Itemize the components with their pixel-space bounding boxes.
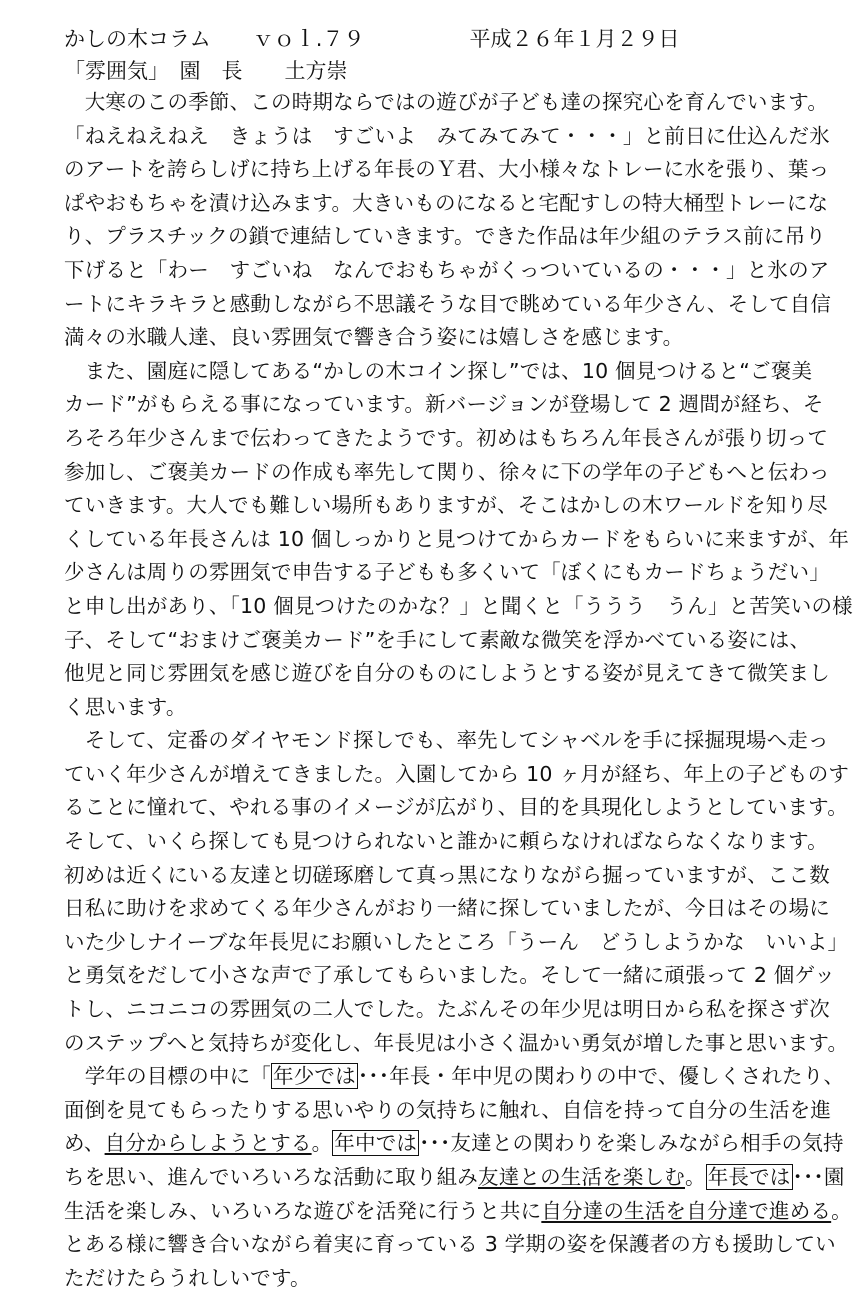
column-header: かしの木コラム ｖｏｌ.７９ 平成２６年１月２９日	[64, 27, 680, 51]
text-line: 子、そして“おまけご褒美カード”を手にして素敵な微笑を浮かべている姿には、	[64, 627, 811, 652]
goal-nensho: 自分からしようとする	[104, 1131, 312, 1156]
text-line: と勇気をだして小さな声で了承してもらいました。そして一緒に頑張って 2 個ゲッ	[64, 963, 836, 988]
paragraph-3	[64, 724, 850, 1060]
text-line: とある様に響き合いながら着実に育っている 3 学期の姿を保護者の方も援助してい	[64, 1232, 836, 1257]
text-line: ろそろ年少さんまで伝わってきたようです。初めはもちろん年長さんが張り切って	[64, 425, 829, 450]
text-line: そして、いくら探しても見つけられないと誰かに頼らなければならなくなります。	[64, 829, 828, 854]
paragraph-2	[64, 355, 853, 725]
text-line: ちを思い、進んでいろいろな活動に取り組み友達との生活を楽しむ。年長では･･･園	[64, 1165, 845, 1189]
goal-nencho: 自分達の生活を自分達で進める	[541, 1198, 832, 1223]
text-line: 参加し、ご褒美カードの作成も率先して関り、徐々に下の学年の子どもへと伝わっ	[64, 459, 830, 484]
text-line: ていく年少さんが増えてきました。入園してから 10 ヶ月が経ち、年上の子どものす	[64, 761, 850, 786]
text-line: く思います。	[64, 694, 187, 719]
column-body	[64, 86, 853, 1295]
text-line: め、自分からしようとする。年中では･･･友達との関わりを楽しみながら相手の気持	[64, 1131, 844, 1156]
paragraph-4	[64, 1060, 852, 1295]
text-line: 満々の氷職人達、良い雰囲気で響き合う姿には嬉しさを感じます。	[64, 325, 684, 350]
text-line: のアートを誇らしげに持ち上げる年長のＹ君、大小様々なトレーに水を張り、葉っ	[64, 157, 830, 182]
text-line: くしている年長さんは 10 個しっかりと見つけてからカードをもらいに来ますが、年	[64, 526, 850, 551]
text-line: 他児と同じ雰囲気を感じ遊びを自分のものにしようとする姿が見えてきて微笑まし	[64, 661, 830, 686]
grade-label-nenchu: 年中では	[334, 1131, 418, 1156]
column-title-author: 「雰囲気」 園 長 土方崇	[64, 59, 348, 83]
text-line: 「ねえねえねえ きょうは すごいよ みてみてみて・・・」と前日に仕込んだ氷	[64, 123, 830, 148]
text-line: そして、定番のダイヤモンド探しでも、率先してシャベルを手に採掘現場へ走っ	[64, 728, 829, 753]
text-line: 下げると「わー すごいね なんでおもちゃがくっついているの・・・」と氷のア	[64, 257, 830, 282]
text-line: カード”がもらえる事になっています。新バージョンが登場して 2 週間が経ち、そ	[64, 392, 824, 417]
text-line: 大寒のこの季節、この時期ならではの遊びが子ども達の探究心を育んでいます。	[64, 90, 829, 114]
text-line: ていきます。大人でも難しい場所もありますが、そこはかしの木ワールドを知り尽	[64, 493, 828, 518]
text-line: また、園庭に隠してある“かしの木コイン探し”では、10 個見つけると“ご褒美	[64, 358, 813, 383]
text-line: 学年の目標の中に「年少では･･･年長・年中児の関わりの中で、優しくされたり、	[64, 1064, 845, 1089]
grade-label-nencho: 年長では	[707, 1165, 791, 1189]
text-line: 日私に助けを求めてくる年少さんがおり一緒に探していましたが、今日はその場に	[64, 896, 830, 921]
text-line: り、プラスチックの鎖で連結していきます。できた作品は年少組のテラス前に吊り	[64, 224, 827, 249]
text-line: ぱやおもちゃを漬け込みます。大きいものになると宅配すしの特大桶型トレーにな	[64, 190, 829, 215]
text-line: と申し出があり、「10 個見つけたのかな？」と聞くと「ううう うん」と苦笑いの様	[64, 593, 853, 618]
paragraph-1	[64, 86, 832, 355]
text-line: ることに憧れて、やれる事のイメージが広がり、目的を具現化しようとしています。	[64, 795, 848, 820]
text-line: トし、ニコニコの雰囲気の二人でした。たぶんその年少児は明日から私を探さず次	[64, 997, 830, 1022]
goal-nenchu: 友達との生活を楽しむ	[478, 1165, 685, 1189]
grade-label-nensho: 年少では	[273, 1064, 356, 1089]
text-line: 初めは近くにいる友達と切磋琢磨して真っ黒になりながら掘っていますが、ここ数	[64, 862, 830, 887]
text-line: ただけたらうれしいです。	[64, 1265, 311, 1290]
text-line: のステップへと気持ちが変化し、年長児は小さく温かい勇気が増した事と思います。	[64, 1030, 849, 1055]
text-line: 面倒を見てもらったりする思いやりの気持ちに触れ、自信を持って自分の生活を進	[64, 1097, 832, 1122]
text-line: 少さんは周りの雰囲気で申告する子どもも多くいて「ぼくにもカードちょうだい」	[64, 560, 830, 585]
text-line: 生活を楽しみ、いろいろな遊びを活発に行うと共に自分達の生活を自分達で進める。	[64, 1198, 852, 1223]
text-line: ートにキラキラと感動しながら不思議そうな目で眺めている年少さん、そして自信	[64, 291, 832, 316]
text-line: いた少しナイーブな年長児にお願いしたところ「うーん どうしようかな いいよ」	[64, 929, 849, 954]
